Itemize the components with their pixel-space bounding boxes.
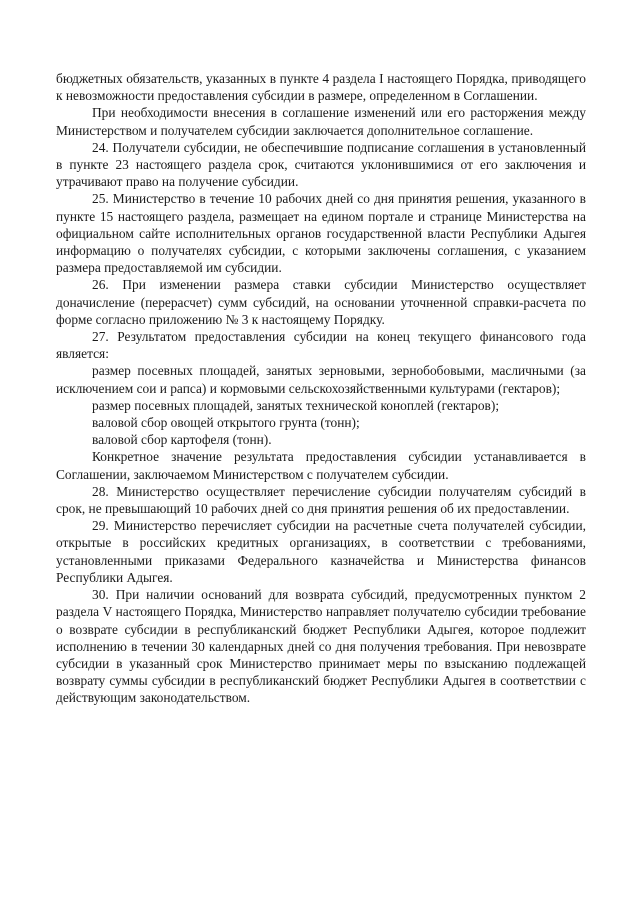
paragraph-item-24: 24. Получатели субсидии, не обеспечившие подписание соглашения в установленный в пункте 23 настоящего раздела срок, считаются уклонившимися от его заключения и утрачивают право на получение субсидии. xyxy=(56,139,586,190)
paragraph-continuation: бюджетных обязательств, указанных в пункте 4 раздела I настоящего Порядка, приводящего к невозможности предоставления субсидии в размере, определенном в Соглашении. xyxy=(56,71,586,104)
result-item-vegetables: валовой сбор овощей открытого грунта (тонн); xyxy=(92,415,360,431)
paragraph-result-value: Конкретное значение результата предоставления субсидии устанавливается в Соглашении, заключаемом Министерством с получателем субсидии. xyxy=(56,449,586,482)
result-item-hemp: размер посевных площадей, занятых технической коноплей (гектаров); xyxy=(92,397,500,413)
paragraph-item-28: 28. Министерство осуществляет перечисление субсидии получателям субсидий в срок, не превышающий 10 рабочих дней со дня принятия решения об их предоставлении. xyxy=(56,483,586,517)
paragraph-item-26: 26. При изменении размера ставки субсидии Министерство осуществляет доначисление (перерасчет) сумм субсидий, на основании уточненной справки-расчета по форме согласно приложению № 3 к настоящему Порядку. xyxy=(56,277,586,327)
paragraph-amendment: При необходимости внесения в соглашение изменений или его расторжения между Министерством и получателем субсидии заключается дополнительное соглашение. xyxy=(56,105,586,138)
document-page xyxy=(56,70,586,707)
paragraph-item-25: 25. Министерство в течение 10 рабочих дней со дня принятия решения, указанного в пункте 15 настоящего раздела, размещает на едином портале и странице Министерства на официальном сайте исполнительных органов государственной власти Республики Адыгея информацию о получателях субсидии, с которыми заключены соглашения, с указанием размера предоставляемой им субсидии. xyxy=(56,191,586,276)
result-item-potatoes: валовой сбор картофеля (тонн). xyxy=(92,432,272,448)
result-item-grain-crops: размер посевных площадей, занятых зерновыми, зернобобовыми, масличными (за исключением сои и рапса) и кормовыми сельскохозяйственными культурами (гектаров); xyxy=(56,363,586,396)
paragraph-item-29: 29. Министерство перечисляет субсидии на расчетные счета получателей субсидии, открытые в российских кредитных организациях, в соответствии с требованиями, установленными приказами Федерального казначейства и Министерства финансов Республики Адыгея. xyxy=(56,518,586,585)
paragraph-item-27: 27. Результатом предоставления субсидии на конец текущего финансового года является: xyxy=(56,329,586,362)
paragraph-item-30: 30. При наличии оснований для возврата субсидий, предусмотренных пунктом 2 раздела V настоящего Порядка, Министерство направляет получателю субсидии требование о возврате субсидии в республиканский бюджет Республики Адыгея, которое подлежит исполнению в течении 30 календарных дней со дня получения требования. При невозврате субсидии в указанный срок Министерство принимает меры по взысканию подлежащей возврату суммы субсидии в республиканский бюджет Республики Адыгея в соответствии с действующим законодательством. xyxy=(56,587,586,706)
